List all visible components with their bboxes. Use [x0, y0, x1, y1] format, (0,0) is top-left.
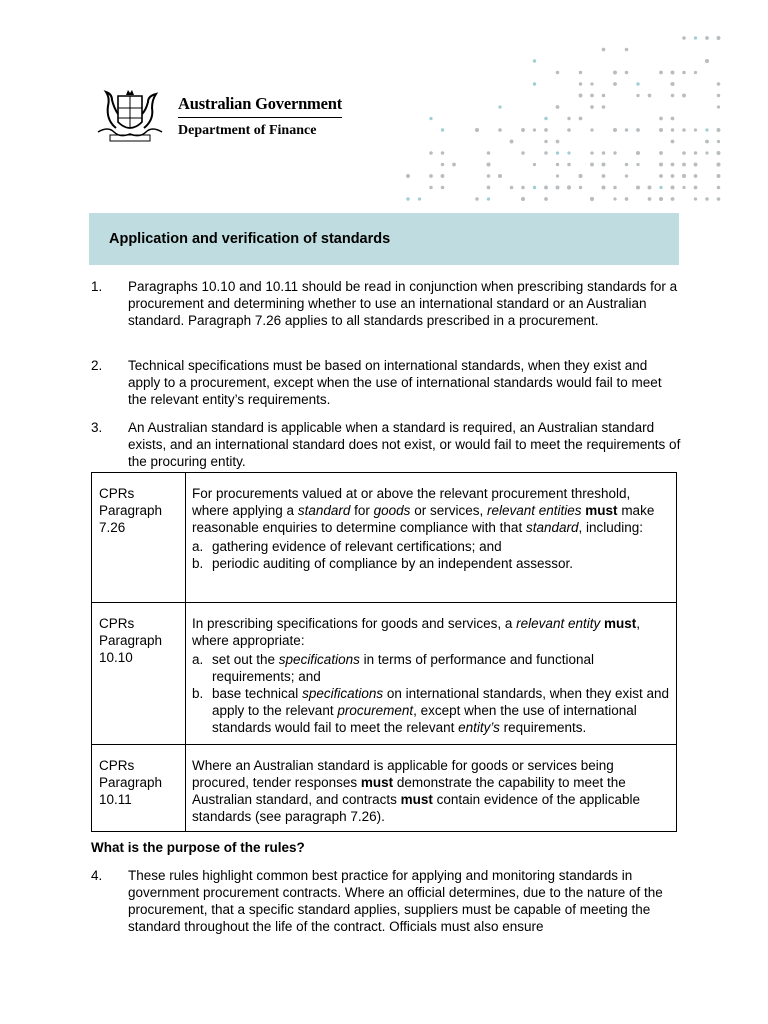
decorative-dot	[717, 105, 720, 108]
decorative-dot	[694, 36, 697, 39]
decorative-dot	[613, 186, 617, 190]
cprs-rules-table	[91, 472, 677, 832]
decorative-dot	[533, 82, 536, 85]
decorative-dot	[671, 117, 675, 121]
decorative-dot	[613, 151, 616, 154]
decorative-dot	[717, 186, 721, 190]
gov-name: Australian Government	[178, 94, 342, 118]
decorative-dot	[659, 174, 663, 178]
decorative-dot	[521, 197, 525, 201]
decorative-dot	[671, 197, 675, 201]
decorative-dot	[659, 151, 663, 155]
decorative-dot	[441, 163, 445, 167]
decorative-dot	[694, 174, 698, 178]
table-row	[92, 745, 677, 832]
list-item: a. gathering evidence of relevant certifications; and	[192, 539, 502, 554]
decorative-dot	[682, 186, 685, 189]
decorative-dot	[590, 82, 593, 85]
page-title: Application and verification of standards	[109, 231, 391, 247]
decorative-dot	[487, 186, 491, 190]
decorative-dot	[705, 36, 709, 40]
decorative-dot	[625, 163, 629, 167]
decorative-dot	[717, 128, 721, 132]
decorative-dot	[717, 94, 720, 97]
decorative-dot	[590, 94, 594, 98]
decorative-dot	[613, 82, 617, 86]
list-item: b. base technical specifications on international standards, when they exist and apply to the relevant procurement, except when the use of international standards would fail to meet the relevant entity’s requirements.	[192, 686, 670, 735]
paragraph-text: Paragraphs 10.10 and 10.11 should be read in conjunction when prescribing standards for a procurement and determining whether to use an international standard or an Australian standard. Paragraph 7.26 applies to all standards prescribed in a procurement.	[128, 279, 678, 328]
department-name: Department of Finance	[178, 122, 317, 138]
decorative-dot	[544, 128, 548, 132]
decorative-dot	[717, 197, 721, 201]
paragraph-number: 3.	[91, 420, 103, 435]
decorative-dot	[636, 82, 639, 85]
decorative-dot	[717, 82, 721, 86]
decorative-dot	[659, 128, 663, 132]
decorative-dot	[475, 197, 479, 201]
government-logo	[90, 88, 342, 144]
decorative-dot	[429, 186, 432, 189]
decorative-dot	[705, 197, 709, 201]
decorative-dot	[556, 186, 560, 190]
decorative-dot	[510, 186, 514, 190]
rule-sub-list	[192, 651, 670, 736]
decorative-dot	[601, 162, 605, 166]
table-row	[92, 473, 677, 603]
section-heading: What is the purpose of the rules?	[91, 840, 305, 855]
decorative-dot	[717, 174, 721, 178]
decorative-dot	[705, 59, 709, 63]
table-row	[92, 603, 677, 745]
decorative-dot	[648, 94, 652, 98]
decorative-dot	[521, 186, 525, 190]
decorative-dot	[579, 71, 582, 74]
decorative-dot	[659, 186, 662, 189]
decorative-dot	[487, 197, 490, 200]
paragraph-text: These rules highlight common best practice for applying and monitoring standards in government procurement contracts. Where an official determines, due to the nature of the procurement, that a specific standard applies, suppliers must be capable of meeting the standard throughout the life of the contract. Officials must also ensure	[128, 868, 663, 934]
paragraph-text: Technical specifications must be based on international standards, when they exist and apply to a procurement, except when the use of international standards would fail to meet the relevant entity’s requirements.	[128, 358, 662, 407]
decorative-dot	[544, 197, 548, 201]
paragraph-3	[91, 419, 681, 470]
decorative-dot	[567, 117, 570, 120]
decorative-dot	[717, 36, 721, 40]
decorative-dot	[578, 174, 582, 178]
decorative-dot	[625, 197, 629, 201]
decorative-dot	[602, 105, 606, 109]
decorative-dot	[544, 117, 547, 120]
decorative-dot	[716, 162, 720, 166]
decorative-dot	[441, 151, 445, 155]
decorative-dot	[636, 151, 640, 155]
decorative-dot	[694, 71, 697, 74]
decorative-dot	[602, 48, 606, 52]
decorative-dot	[694, 197, 697, 200]
decorative-dot	[682, 94, 686, 98]
decorative-dot	[544, 186, 548, 190]
decorative-dot	[533, 128, 536, 131]
decorative-dot	[590, 197, 594, 201]
decorative-dot	[567, 163, 571, 167]
decorative-dot	[556, 174, 559, 177]
decorative-dot	[556, 163, 559, 166]
decorative-dot	[602, 94, 606, 98]
decorative-dot	[406, 174, 410, 178]
decorative-dot	[544, 140, 547, 143]
decorative-dot	[670, 185, 674, 189]
decorative-dot	[625, 48, 629, 52]
decorative-dot	[705, 151, 708, 154]
decorative-dot	[521, 128, 525, 132]
rule-reference: CPRs Paragraph 7.26	[92, 473, 186, 603]
paragraph-2	[91, 357, 681, 408]
decorative-dot	[429, 174, 433, 178]
decorative-dot	[579, 186, 582, 189]
decorative-dot	[682, 163, 686, 167]
decorative-dot	[659, 71, 663, 75]
decorative-dot	[498, 105, 501, 108]
decorative-dot	[418, 197, 421, 200]
paragraph-number: 1.	[91, 279, 103, 294]
decorative-dot	[429, 151, 433, 155]
decorative-dot	[602, 151, 606, 155]
decorative-dot	[533, 186, 536, 189]
decorative-dot	[556, 71, 560, 75]
decorative-dot	[671, 94, 675, 98]
decorative-dot	[579, 82, 583, 86]
decorative-dot	[556, 151, 559, 154]
commonwealth-coat-of-arms-icon	[90, 88, 170, 144]
decorative-dot	[625, 128, 629, 132]
decorative-dot	[717, 140, 720, 143]
paragraph-number: 2.	[91, 358, 103, 373]
decorative-dot	[625, 71, 629, 75]
decorative-dot	[406, 197, 409, 200]
decorative-dot	[556, 105, 560, 109]
rule-text: For procurements valued at or above the relevant procurement threshold, where applying a standard for goods or services, relevant entities must make reasonable enquiries to determine compliance with that standard, including: a. gathering evidence of relevant certifications; and b. periodic auditing of compliance by an independent assessor.	[186, 473, 677, 603]
decorative-dot	[636, 128, 640, 132]
decorative-dot	[579, 117, 583, 121]
decorative-dot	[717, 151, 721, 155]
paragraph-number: 4.	[91, 868, 103, 883]
decorative-dot	[694, 128, 697, 131]
rule-sub-list	[192, 538, 670, 572]
decorative-dot	[567, 151, 570, 154]
paragraph-4	[91, 867, 681, 935]
decorative-dot	[636, 163, 639, 166]
decorative-dot	[521, 151, 525, 155]
decorative-dot	[590, 105, 594, 109]
decorative-dot	[705, 128, 708, 131]
decorative-dot	[671, 174, 675, 178]
decorative-dot	[487, 151, 491, 155]
decorative-dot	[682, 174, 686, 178]
decorative-dot	[452, 163, 456, 167]
decorative-dot	[659, 162, 663, 166]
decorative-dot	[602, 174, 606, 178]
decorative-dot	[441, 174, 445, 178]
decorative-dot	[613, 197, 616, 200]
decorative-dot	[694, 163, 698, 167]
decorative-dot	[544, 151, 547, 154]
decorative-dot	[567, 128, 571, 132]
decorative-dot	[486, 162, 490, 166]
decorative-dot	[671, 140, 675, 144]
decorative-dot	[694, 186, 698, 190]
decorative-dot	[498, 128, 502, 132]
decorative-dot	[671, 71, 675, 75]
decorative-dot	[533, 163, 536, 166]
paragraph-1	[91, 278, 681, 329]
decorative-dot	[533, 59, 536, 62]
decorative-dot	[648, 197, 652, 201]
rule-text: In prescribing specifications for goods and services, a relevant entity must, where appropriate: a. set out the specifications in terms of performance and functional requirements; and b. base technical specifications on international standards, when they exist and apply to the relevant procurement, except when the use of international standards would fail to meet the relevant entity’s requirements.	[186, 603, 677, 745]
decorative-dot	[613, 71, 617, 75]
decorative-dot	[441, 186, 445, 190]
decorative-dot	[441, 128, 444, 131]
decorative-dot	[601, 185, 605, 189]
decorative-dot	[429, 117, 432, 120]
decorative-dot	[487, 174, 491, 178]
decorative-dot	[613, 128, 617, 132]
decorative-dot	[636, 186, 640, 190]
list-item: b. periodic auditing of compliance by an independent assessor.	[192, 556, 573, 571]
decorative-dot	[694, 151, 697, 154]
rule-text: Where an Australian standard is applicable for goods or services being procured, tender responses must demonstrate the capability to meet the Australian standard, and contracts must contain evidence of the applicable standards (see paragraph 7.26).	[186, 745, 677, 832]
decorative-dot	[590, 163, 594, 167]
decorative-dot	[682, 128, 686, 132]
decorative-dot	[671, 163, 675, 167]
page-title-banner	[89, 213, 679, 265]
decorative-dot	[625, 174, 628, 177]
decorative-dot	[659, 117, 663, 121]
decorative-dot	[648, 186, 652, 190]
decorative-dot	[670, 82, 674, 86]
rule-reference: CPRs Paragraph 10.10	[92, 603, 186, 745]
decorative-dot	[636, 94, 639, 97]
decorative-dot	[590, 128, 593, 131]
decorative-dot	[682, 36, 686, 40]
decorative-dot	[682, 151, 686, 155]
decorative-dot	[579, 94, 583, 98]
decorative-dot	[475, 128, 479, 132]
decorative-dot	[556, 140, 560, 144]
decorative-dot	[590, 151, 593, 154]
decorative-dot	[671, 128, 675, 132]
paragraph-text: An Australian standard is applicable when a standard is required, an Australian standard exists, and an international standard does not exist, or would fail to meet the requirements of the procuring entity.	[128, 420, 681, 469]
decorative-dot	[682, 71, 686, 75]
decorative-dot	[705, 140, 709, 144]
decorative-dot	[567, 185, 571, 189]
decorative-dot	[510, 140, 514, 144]
decorative-dot	[498, 174, 502, 178]
rule-reference: CPRs Paragraph 10.11	[92, 745, 186, 832]
decorative-dot	[659, 197, 663, 201]
list-item: a. set out the specifications in terms of performance and functional requirements; and	[192, 652, 594, 684]
